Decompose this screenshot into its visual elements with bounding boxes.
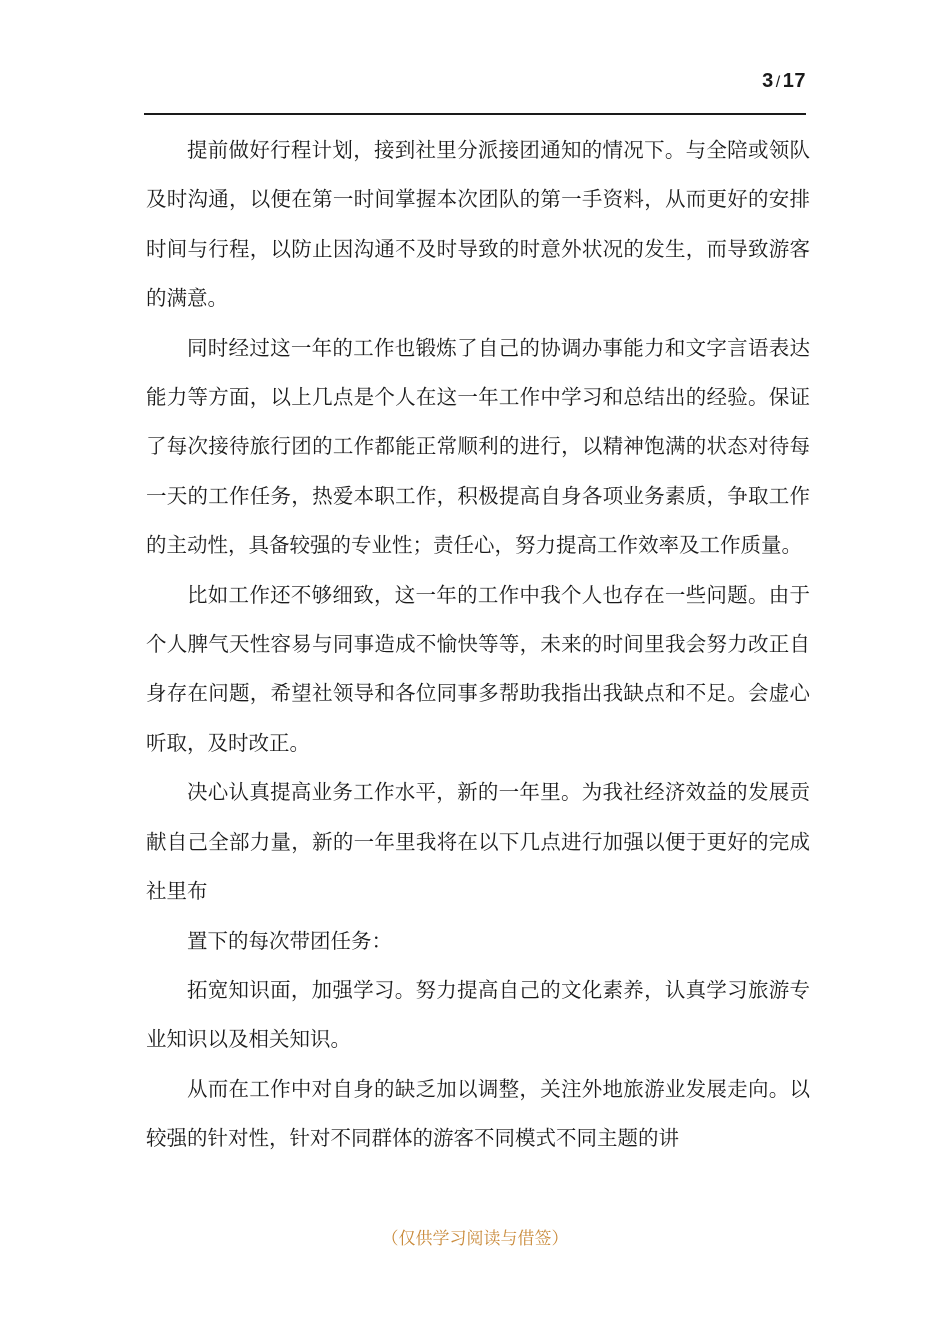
header-divider — [144, 113, 806, 115]
footer-disclaimer: （仅供学习阅读与借签） — [381, 1229, 569, 1249]
total-pages-number: 17 — [782, 70, 806, 92]
paragraph: 决心认真提高业务工作水平，新的一年里。为我社经济效益的发展贡献自己全部力量，新的一年里我将在以下几点进行加强以便于更好的完成社里布 — [146, 780, 810, 904]
paragraph: 提前做好行程计划，接到社里分派接团通知的情况下。与全陪或领队及时沟通，以便在第一时间掌握本次团队的第一手资料，从而更好的安排时间与行程，以防止因沟通不及时导致的时意外状况的发生，而导致游客的满意。 — [146, 138, 810, 311]
current-page-number: 3 — [762, 70, 774, 92]
page-number-separator: / — [775, 74, 781, 91]
document-body — [146, 126, 810, 1164]
paragraph: 同时经过这一年的工作也锻炼了自己的协调办事能力和文字言语表达能力等方面，以上几点是个人在这一年工作中学习和总结出的经验。保证了每次接待旅行团的工作都能正常顺利的进行，以精神饱满的状态对待每一天的工作任务，热爱本职工作，积极提高自身各项业务素质，争取工作的主动性，具备较强的专业性；责任心，努力提高工作效率及工作质量。 — [146, 335, 810, 558]
paragraph: 比如工作还不够细致，这一年的工作中我个人也存在一些问题。由于个人脾气天性容易与同事造成不愉快等等，未来的时间里我会努力改正自身存在问题，希望社领导和各位同事多帮助我指出我缺点和不足。会虚心听取，及时改正。 — [146, 582, 810, 755]
page-number — [762, 70, 806, 93]
paragraph: 置下的每次带团任务： — [187, 928, 392, 953]
paragraph: 拓宽知识面，加强学习。努力提高自己的文化素养，认真学习旅游专业知识以及相关知识。 — [146, 977, 810, 1052]
paragraph: 从而在工作中对自身的缺乏加以调整，关注外地旅游业发展走向。以较强的针对性，针对不同群体的游客不同模式不同主题的讲 — [146, 1076, 810, 1151]
